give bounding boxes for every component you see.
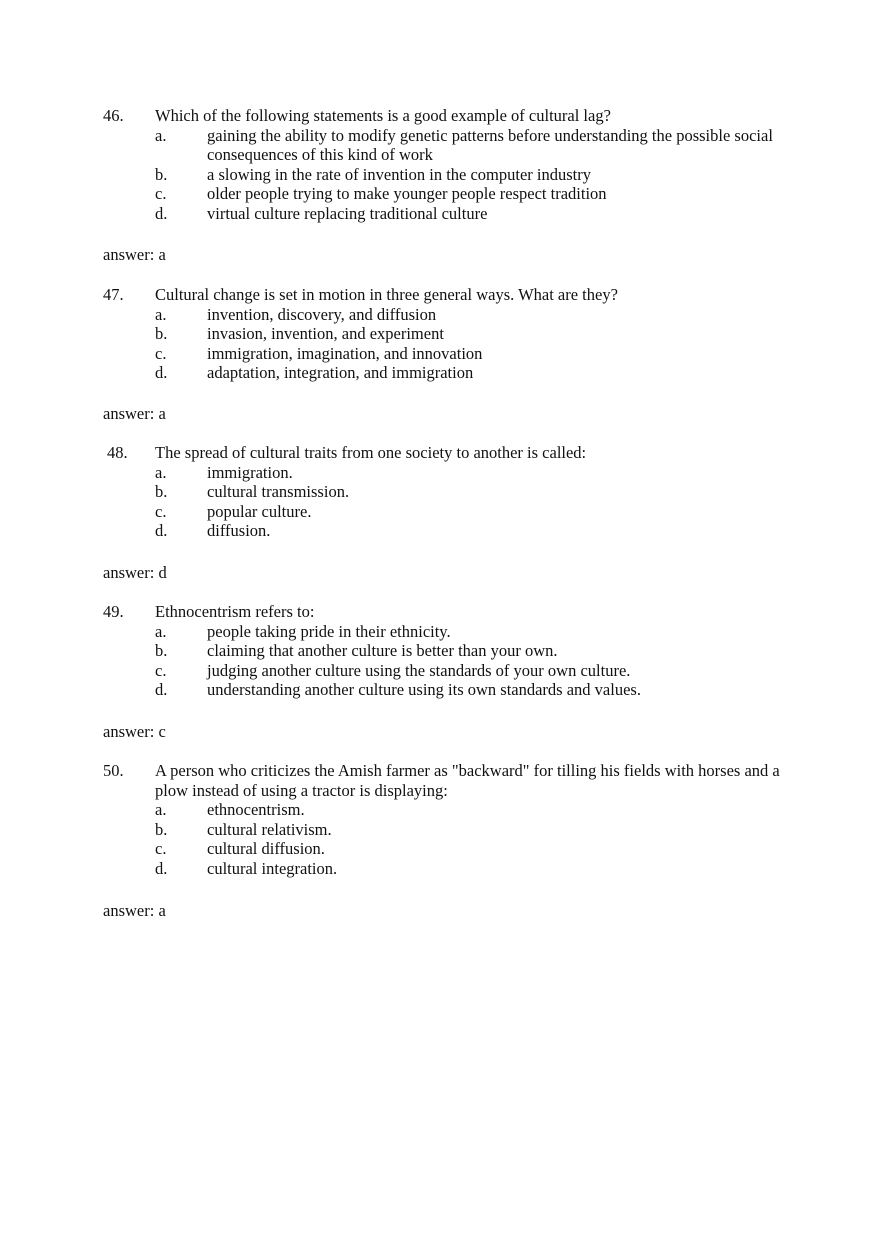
option-letter: d. [155, 363, 168, 382]
option-letter: b. [155, 482, 168, 501]
question-stem [103, 443, 783, 463]
question-number: 49. [103, 602, 124, 621]
option-letter: c. [155, 839, 167, 858]
option-b [103, 820, 783, 840]
question-47 [103, 285, 783, 383]
option-d [103, 521, 783, 541]
option-letter: a. [155, 462, 167, 482]
question-46 [103, 106, 783, 223]
option-text: understanding another culture using its own standards and values. [207, 680, 641, 699]
option-letter: b. [155, 641, 168, 660]
question-number: 46. [103, 106, 124, 125]
option-text: immigration. [207, 462, 293, 482]
option-a [103, 622, 783, 642]
option-d [103, 680, 783, 700]
question-text: A person who criticizes the Amish farmer as "backward" for tilling his fields with horses and a plow instead of using a tractor is displaying: [155, 761, 780, 800]
answer-48: answer: d [103, 563, 167, 582]
option-c [103, 502, 783, 522]
option-b [103, 641, 783, 661]
option-c [103, 661, 783, 681]
option-letter: a. [155, 621, 167, 641]
option-letter: d. [155, 680, 168, 699]
option-letter: c. [155, 660, 167, 680]
option-text: cultural relativism. [207, 819, 332, 839]
answer-46: answer: a [103, 245, 166, 264]
option-c [103, 184, 783, 204]
option-letter: b. [155, 819, 168, 839]
option-letter: d. [155, 858, 168, 878]
option-d [103, 204, 783, 224]
question-text: Cultural change is set in motion in three general ways. What are they? [155, 285, 618, 304]
option-text: older people trying to make younger people respect tradition [207, 184, 607, 203]
option-letter: a. [155, 800, 167, 819]
question-stem [103, 602, 783, 622]
option-a [103, 800, 783, 820]
option-b [103, 324, 783, 344]
option-b [103, 482, 783, 502]
option-text: cultural transmission. [207, 482, 350, 501]
option-letter: a. [155, 304, 167, 324]
option-c [103, 344, 783, 364]
question-number: 50. [103, 761, 124, 780]
option-text: a slowing in the rate of invention in the computer industry [207, 164, 592, 184]
question-stem [103, 761, 783, 800]
option-letter: d. [155, 521, 168, 540]
option-a [103, 126, 783, 165]
option-a [103, 463, 783, 483]
option-letter: c. [155, 343, 167, 363]
question-stem [103, 106, 783, 126]
option-letter: b. [155, 324, 168, 343]
question-text: Ethnocentrism refers to: [155, 602, 315, 621]
option-text: claiming that another culture is better than your own. [207, 641, 558, 660]
option-text: cultural integration. [207, 858, 338, 878]
question-50 [103, 761, 783, 878]
option-text: popular culture. [207, 501, 312, 521]
option-text: cultural diffusion. [207, 839, 325, 858]
option-b [103, 165, 783, 185]
option-text: judging another culture using the standards of your own culture. [207, 660, 631, 680]
option-text: gaining the ability to modify genetic patterns before understanding the possible social consequences of this kind of work [207, 125, 773, 164]
question-48 [103, 443, 783, 541]
answer-49: answer: c [103, 722, 166, 741]
answer-50: answer: a [103, 901, 166, 920]
option-text: diffusion. [207, 521, 271, 540]
option-text: virtual culture replacing traditional culture [207, 203, 488, 223]
question-49 [103, 602, 783, 700]
option-letter: c. [155, 501, 167, 521]
option-c [103, 839, 783, 859]
option-text: invention, discovery, and diffusion [207, 304, 437, 324]
option-letter: b. [155, 164, 168, 184]
question-number: 48. [107, 443, 128, 462]
option-a [103, 305, 783, 325]
option-text: people taking pride in their ethnicity. [207, 621, 451, 641]
option-d [103, 363, 783, 383]
option-text: invasion, invention, and experiment [207, 324, 444, 343]
question-number: 47. [103, 285, 124, 304]
option-letter: a. [155, 125, 167, 145]
option-letter: d. [155, 203, 168, 223]
option-text: ethnocentrism. [207, 800, 305, 819]
option-text: adaptation, integration, and immigration [207, 363, 474, 382]
question-text: The spread of cultural traits from one society to another is called: [155, 443, 587, 462]
option-d [103, 859, 783, 879]
question-stem [103, 285, 783, 305]
question-text: Which of the following statements is a good example of cultural lag? [155, 106, 611, 125]
option-letter: c. [155, 184, 167, 203]
option-text: immigration, imagination, and innovation [207, 343, 483, 363]
answer-47: answer: a [103, 404, 166, 423]
